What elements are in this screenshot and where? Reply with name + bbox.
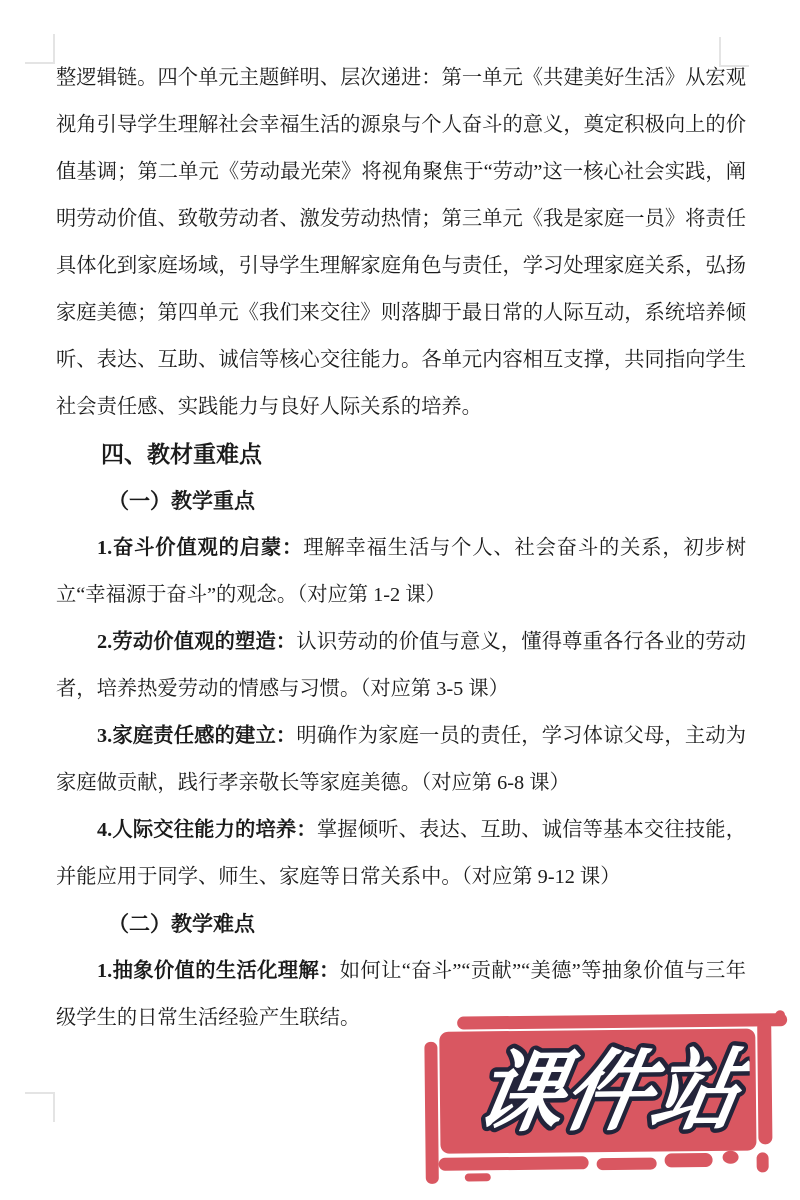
key-point-text: 明确作为家庭一员的责任，学习体谅父母，主动为家庭做贡献，践行孝亲敬长等家庭美德。（对应第 6-8 课） [56, 725, 746, 794]
key-point-item-4 [56, 807, 746, 901]
key-point-label: 3.家庭责任感的建立： [97, 725, 297, 747]
subsection-heading-teaching-difficult-points: （二）教学难点 [108, 912, 255, 936]
stamp-text: 课件站 [468, 1041, 749, 1143]
stamp-frame-bottom-stroke [439, 1156, 589, 1171]
key-point-text: 认识劳动的价值与意义，懂得尊重各行各业的劳动者，培养热爱劳动的情感与习惯。（对应第 3-5 课） [56, 631, 746, 700]
difficult-point-text: 如何让“奋斗”“贡献”“美德”等抽象价值与三年级学生的日常生活经验产生联结。 [56, 960, 746, 1029]
stamp-frame-bottom-stroke [665, 1153, 713, 1168]
key-point-text: 理解幸福生活与个人、社会奋斗的关系，初步树立“幸福源于奋斗”的观念。（对应第 1-2 课） [56, 537, 746, 606]
stamp-frame-top-stroke [457, 1013, 787, 1029]
key-point-label: 2.劳动价值观的塑造： [97, 631, 297, 653]
stamp-frame-top-dot [775, 1010, 785, 1024]
stamp-frame-bottom-stroke [597, 1158, 657, 1171]
key-point-item-2 [56, 619, 746, 713]
stamp-frame-bottom-dot [465, 1173, 491, 1181]
stamp-frame-left-stroke [424, 1042, 438, 1184]
text-boundary-mark-top-left [25, 34, 55, 64]
stamp-frame-right-stroke [757, 1020, 772, 1144]
text-boundary-mark-bottom-left [25, 1092, 55, 1122]
subsection-heading-teaching-key-points: （一）教学重点 [108, 489, 255, 513]
stamp-frame-bottom-dot [723, 1151, 739, 1164]
document-body [56, 55, 746, 1042]
key-point-label: 4.人际交往能力的培养： [97, 819, 317, 841]
key-point-text: 掌握倾听、表达、互助、诚信等基本交往技能，并能应用于同学、师生、家庭等日常关系中。（对应第 9-12 课） [56, 819, 746, 888]
key-point-item-1 [56, 525, 746, 619]
kejianzhan-watermark-stamp [423, 1006, 797, 1198]
unit-overview-paragraph: 整逻辑链。四个单元主题鲜明、层次递进：第一单元《共建美好生活》从宏观视角引导学生理解社会幸福生活的源泉与个人奋斗的意义，奠定积极向上的价值基调；第二单元《劳动最光荣》将视角聚焦于“劳动”这一核心社会实践，阐明劳动价值、致敬劳动者、激发劳动热情；第三单元《我是家庭一员》将责任具体化到家庭场域，引导学生理解家庭角色与责任，学习处理家庭关系，弘扬家庭美德；第四单元《我们来交往》则落脚于最日常的人际互动，系统培养倾听、表达、互助、诚信等核心交往能力。各单元内容相互支撑，共同指向学生社会责任感、实践能力与良好人际关系的培养。 [56, 67, 746, 418]
stamp-text-graphic [449, 1037, 750, 1150]
key-point-label: 1.奋斗价值观的启蒙： [97, 537, 304, 559]
key-point-item-3 [56, 713, 746, 807]
stamp-frame-bottom-dot [757, 1152, 769, 1172]
section-heading-key-difficult-points: 四、教材重难点 [101, 441, 262, 467]
difficult-point-label: 1.抽象价值的生活化理解： [97, 960, 340, 982]
